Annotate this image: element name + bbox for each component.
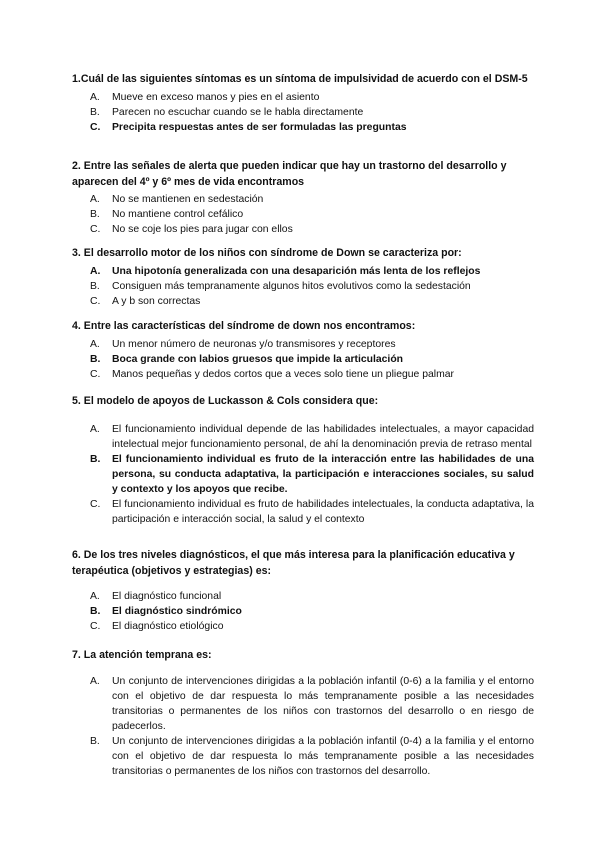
option-list [72, 192, 534, 237]
option-text: El funcionamiento individual depende de las habilidades intelectuales, a mayor capacidad intelectual mejor funcionamiento personal, de ahí la denominación previa de retraso mental [112, 423, 534, 450]
option-a [72, 422, 534, 452]
option-list [72, 90, 534, 135]
option-text: Un conjunto de intervenciones dirigidas a la población infantil (0-4) a la familia y el entorno con el objetivo de dar respuesta lo más tempranamente posible a las necesidades transitorias o permanentes de los niños con trastornos del desarrollo. [112, 735, 534, 777]
option-letter: C. [90, 295, 101, 307]
question-title: 7. La atención temprana es: [72, 649, 212, 661]
option-b-correct [72, 352, 534, 367]
option-letter: A. [90, 338, 100, 350]
option-text: El funcionamiento individual es fruto de la interacción entre las habilidades de una persona, su conducta adaptativa, la participación e interacciones sociales, su salud y contexto y los apoyos que recibe. [112, 453, 534, 495]
option-b-correct [72, 452, 534, 497]
option-c-correct [72, 120, 534, 135]
option-b [72, 734, 534, 779]
option-letter: B. [90, 735, 100, 747]
option-b [72, 207, 534, 222]
option-text: El funcionamiento individual es fruto de habilidades intelectuales, la conducta adaptativa, la participación e interacción social, la salud y el contexto [112, 498, 534, 525]
option-text: Un menor número de neuronas y/o transmisores y receptores [112, 338, 396, 350]
option-letter: A. [90, 265, 101, 277]
option-c [72, 619, 534, 634]
option-c [72, 497, 534, 527]
question-2 [72, 159, 534, 237]
option-letter: C. [90, 498, 101, 510]
option-text: Precipita respuestas antes de ser formuladas las preguntas [112, 121, 407, 133]
option-text: Parecen no escuchar cuando se le habla directamente [112, 106, 364, 118]
option-list [72, 422, 534, 527]
option-list [72, 264, 534, 309]
option-a [72, 337, 534, 352]
option-text: Una hipotonía generalizada con una desaparición más lenta de los reflejos [112, 265, 481, 277]
option-letter: C. [90, 368, 101, 380]
option-text: No se coje los pies para jugar con ellos [112, 224, 293, 235]
question-4 [72, 319, 534, 382]
option-text: Un conjunto de intervenciones dirigidas a la población infantil (0-6) a la familia y el entorno con el objetivo de dar respuesta lo más tempranamente posible a las necesidades transitorias o permanentes de los niños con trastornos del desarrollo o en riesgo de padecerlos. [112, 675, 534, 732]
option-letter: C. [90, 121, 101, 133]
option-a [72, 589, 534, 604]
option-text: A y b son correctas [112, 295, 201, 307]
option-text: Consiguen más tempranamente algunos hitos evolutivos como la sedestación [112, 280, 471, 292]
option-letter: A. [90, 423, 100, 435]
option-letter: B. [90, 106, 100, 118]
question-title: 2. Entre las señales de alerta que pueden indicar que hay un trastorno del desarrollo y aparecen del 4º y 6º mes de vida encontramos [72, 160, 507, 188]
option-b-correct [72, 604, 534, 619]
option-c [72, 367, 534, 382]
option-letter: B. [90, 606, 101, 617]
option-b [72, 279, 534, 294]
option-c [72, 294, 534, 309]
question-title: 6. De los tres niveles diagnósticos, el que más interesa para la planificación educativa y terapéutica (objetivos y estrategias) es: [72, 549, 515, 577]
option-text: Boca grande con labios gruesos que impide la articulación [112, 353, 404, 365]
question-title: 3. El desarrollo motor de los niños con síndrome de Down se caracteriza por: [72, 247, 462, 259]
option-c [72, 222, 534, 237]
option-text: El diagnóstico sindrómico [112, 606, 242, 617]
option-letter: A. [90, 91, 100, 103]
option-text: No se mantienen en sedestación [112, 194, 264, 205]
question-7 [72, 648, 534, 779]
question-1 [72, 72, 534, 135]
option-a-correct [72, 264, 534, 279]
option-text: Manos pequeñas y dedos cortos que a veces solo tiene un pliegue palmar [112, 368, 454, 380]
option-list [72, 589, 534, 634]
option-list [72, 337, 534, 382]
option-letter: B. [90, 280, 100, 292]
option-list [72, 674, 534, 779]
option-text: Mueve en exceso manos y pies en el asiento [112, 91, 320, 103]
option-a [72, 674, 534, 734]
question-6 [72, 548, 534, 634]
question-title: 5. El modelo de apoyos de Luckasson & Cols considera que: [72, 395, 379, 407]
option-letter: B. [90, 453, 101, 465]
option-b [72, 105, 534, 120]
question-title: 4. Entre las características del síndrome de down nos encontramos: [72, 320, 416, 332]
option-letter: A. [90, 591, 100, 602]
option-a [72, 192, 534, 207]
option-text: No mantiene control cefálico [112, 209, 244, 220]
option-text: El diagnóstico funcional [112, 591, 222, 602]
option-text: El diagnóstico etiológico [112, 621, 224, 632]
option-letter: C. [90, 621, 101, 632]
question-3 [72, 246, 534, 309]
option-letter: A. [90, 194, 100, 205]
option-letter: B. [90, 353, 101, 365]
option-letter: C. [90, 224, 101, 235]
option-letter: B. [90, 209, 100, 220]
option-letter: A. [90, 675, 100, 687]
option-a [72, 90, 534, 105]
question-5 [72, 394, 534, 527]
question-title: 1.Cuál de las siguientes síntomas es un síntoma de impulsividad de acuerdo con el DSM-5 [72, 73, 528, 85]
